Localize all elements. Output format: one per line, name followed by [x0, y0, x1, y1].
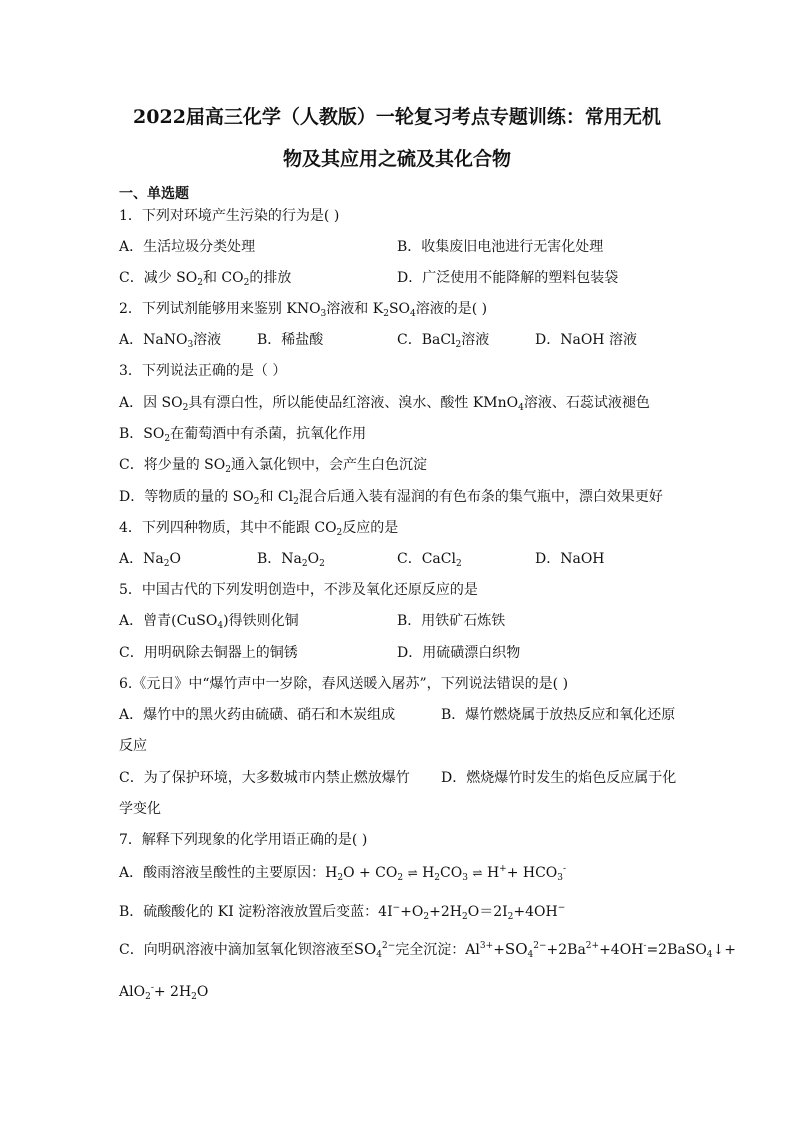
- document-title-line1: 2022届高三化学（人教版）一轮复习考点专题训练：常用无机: [133, 106, 661, 128]
- question-2-stem: 2．下列试剂能够用来鉴别 $KNO_3$溶液和 $K_2SO_4$溶液的是( ): [119, 301, 488, 319]
- question-1-option-a: A．生活垃圾分类处理: [119, 239, 256, 255]
- question-3-option-c: C．将少量的 $SO_2$通入氯化钡中，会产生白色沉淀: [119, 457, 427, 475]
- question-6-option-c: C．为了保护环境，大多数城市内禁止燃放爆竹: [119, 770, 410, 786]
- question-4-option-c: C．CaCl$_2$: [397, 551, 462, 569]
- question-5-option-b: B．用铁矿石炼铁: [397, 613, 506, 629]
- question-1-option-b: B．收集废旧电池进行无害化处理: [397, 239, 604, 255]
- question-7-stem: 7．解释下列现象的化学用语正确的是( ): [119, 832, 368, 848]
- question-7-option-c-line2: $AlO_2^-+ 2H_2O$: [119, 983, 209, 1002]
- question-6-option-d-line2: 学变化: [119, 801, 161, 817]
- equilibrium-arrow-icon: ⇌: [407, 866, 418, 880]
- question-4-option-a: A．$Na_2O$: [119, 551, 181, 569]
- question-1-option-c: C．减少 $SO_2$和 $CO_2$的排放: [119, 270, 292, 288]
- question-3-stem: 3．下列说法正确的是（ ）: [119, 363, 287, 379]
- section-heading: 一、单选题: [119, 186, 189, 202]
- question-5-stem: 5．中国古代的下列发明创造中，不涉及氧化还原反应的是: [119, 582, 478, 598]
- question-4-option-b: B．$Na_2O_2$: [257, 551, 325, 569]
- question-2-option-d: D．NaOH 溶液: [535, 332, 637, 348]
- question-4-option-d: D．NaOH: [535, 551, 605, 567]
- question-6-stem: 6.《元日》中“爆竹声中一岁除，春风送暖入屠苏”，下列说法错误的是( ): [119, 676, 569, 692]
- question-5-option-a: A．曾青(CuSO$_4$)得铁则化铜: [119, 613, 299, 631]
- question-1-option-d: D．广泛使用不能降解的塑料包装袋: [397, 270, 619, 286]
- question-5-option-c: C．用明矾除去铜器上的铜锈: [119, 645, 298, 661]
- question-1-stem: 1．下列对环境产生污染的行为是( ): [119, 208, 340, 224]
- question-7-option-c-line1: C．向明矾溶液中滴加氢氧化钡溶液至$SO_4^{2-}$完全沉淀：$Al^{3+}+SO_4^{2-}+2Ba^{2+}+4OH^-=2BaSO_4↓+$: [119, 940, 736, 960]
- question-5-option-d: D．用硫磺漂白织物: [397, 645, 521, 661]
- question-4-stem: 4．下列四种物质，其中不能跟 $CO_2$反应的是: [119, 520, 399, 538]
- question-2-option-c: C．BaCl$_2$溶液: [397, 332, 490, 350]
- question-7-option-a: A．酸雨溶液呈酸性的主要原因：$H_2O + CO_2$ ⇌ $H_2CO_3$ ⇌ $H^++ HCO_3^-$: [119, 864, 567, 883]
- question-6-option-a: A．爆竹中的黑火药由硫磺、硝石和木炭组成: [119, 707, 396, 723]
- question-3-option-a: A．因 $SO_2$具有漂白性，所以能使品红溶液、溴水、酸性 KMnO$_4$溶液、石蕊试液褪色: [119, 395, 650, 413]
- document-title-line2: 物及其应用之硫及其化合物: [282, 148, 511, 170]
- question-6-option-b-line2: 反应: [119, 738, 147, 754]
- question-6-option-d-line1: D．燃烧爆竹时发生的焰色反应属于化: [441, 770, 677, 786]
- question-3-option-b: B．$SO_2$在葡萄酒中有杀菌，抗氧化作用: [119, 426, 367, 444]
- question-3-option-d: D．等物质的量的 $SO_2$和 $Cl_2$混合后通入装有湿润的有色布条的集气瓶中，漂白效果更好: [119, 489, 663, 507]
- question-2-option-a: A．NaNO$_3$溶液: [119, 332, 222, 350]
- equilibrium-arrow-icon: ⇌: [472, 866, 483, 880]
- question-2-option-b: B．稀盐酸: [257, 332, 324, 348]
- question-6-option-b-line1: B．爆竹燃烧属于放热反应和氧化还原: [441, 707, 676, 723]
- question-7-option-b: B．硫酸酸化的 KI 淀粉溶液放置后变蓝：$4I^-+O_2+2H_2O=2I_2+4OH^-$: [119, 903, 566, 922]
